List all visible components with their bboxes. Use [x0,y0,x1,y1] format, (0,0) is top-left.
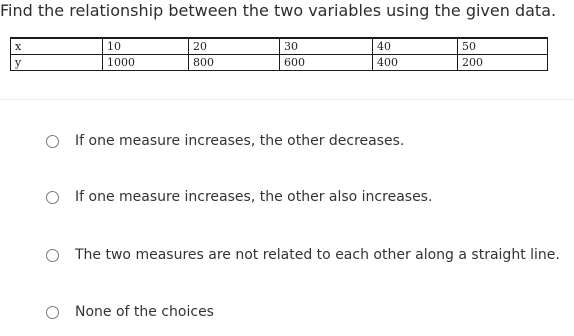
table-cell: 400 [373,55,458,71]
table-cell: 600 [280,55,373,71]
table-cell: 1000 [103,55,189,71]
data-table [10,37,548,71]
divider [0,99,574,100]
option-label: The two measures are not related to each other along a straight line. [75,247,560,263]
question-text: Find the relationship between the two variables using the given data. [0,1,557,20]
option-label: If one measure increases, the other also increases. [75,189,433,205]
radio-button[interactable] [46,135,59,148]
table-cell: 10 [103,38,189,55]
table-cell: 200 [458,55,548,71]
table-cell: 20 [189,38,280,55]
table-row-y [11,55,548,71]
table-cell: 50 [458,38,548,55]
table-cell: 800 [189,55,280,71]
answer-option-4[interactable] [46,304,214,320]
answer-option-1[interactable] [46,133,404,149]
option-label: None of the choices [75,304,214,320]
table-row-x [11,38,548,55]
radio-button[interactable] [46,249,59,262]
table-cell: 40 [373,38,458,55]
answer-option-2[interactable] [46,189,432,205]
answer-option-3[interactable] [46,247,560,263]
radio-button[interactable] [46,306,59,319]
table-cell: x [11,38,103,55]
radio-button[interactable] [46,191,59,204]
table-cell: 30 [280,38,373,55]
option-label: If one measure increases, the other decreases. [75,133,405,149]
table-cell: y [11,55,103,71]
